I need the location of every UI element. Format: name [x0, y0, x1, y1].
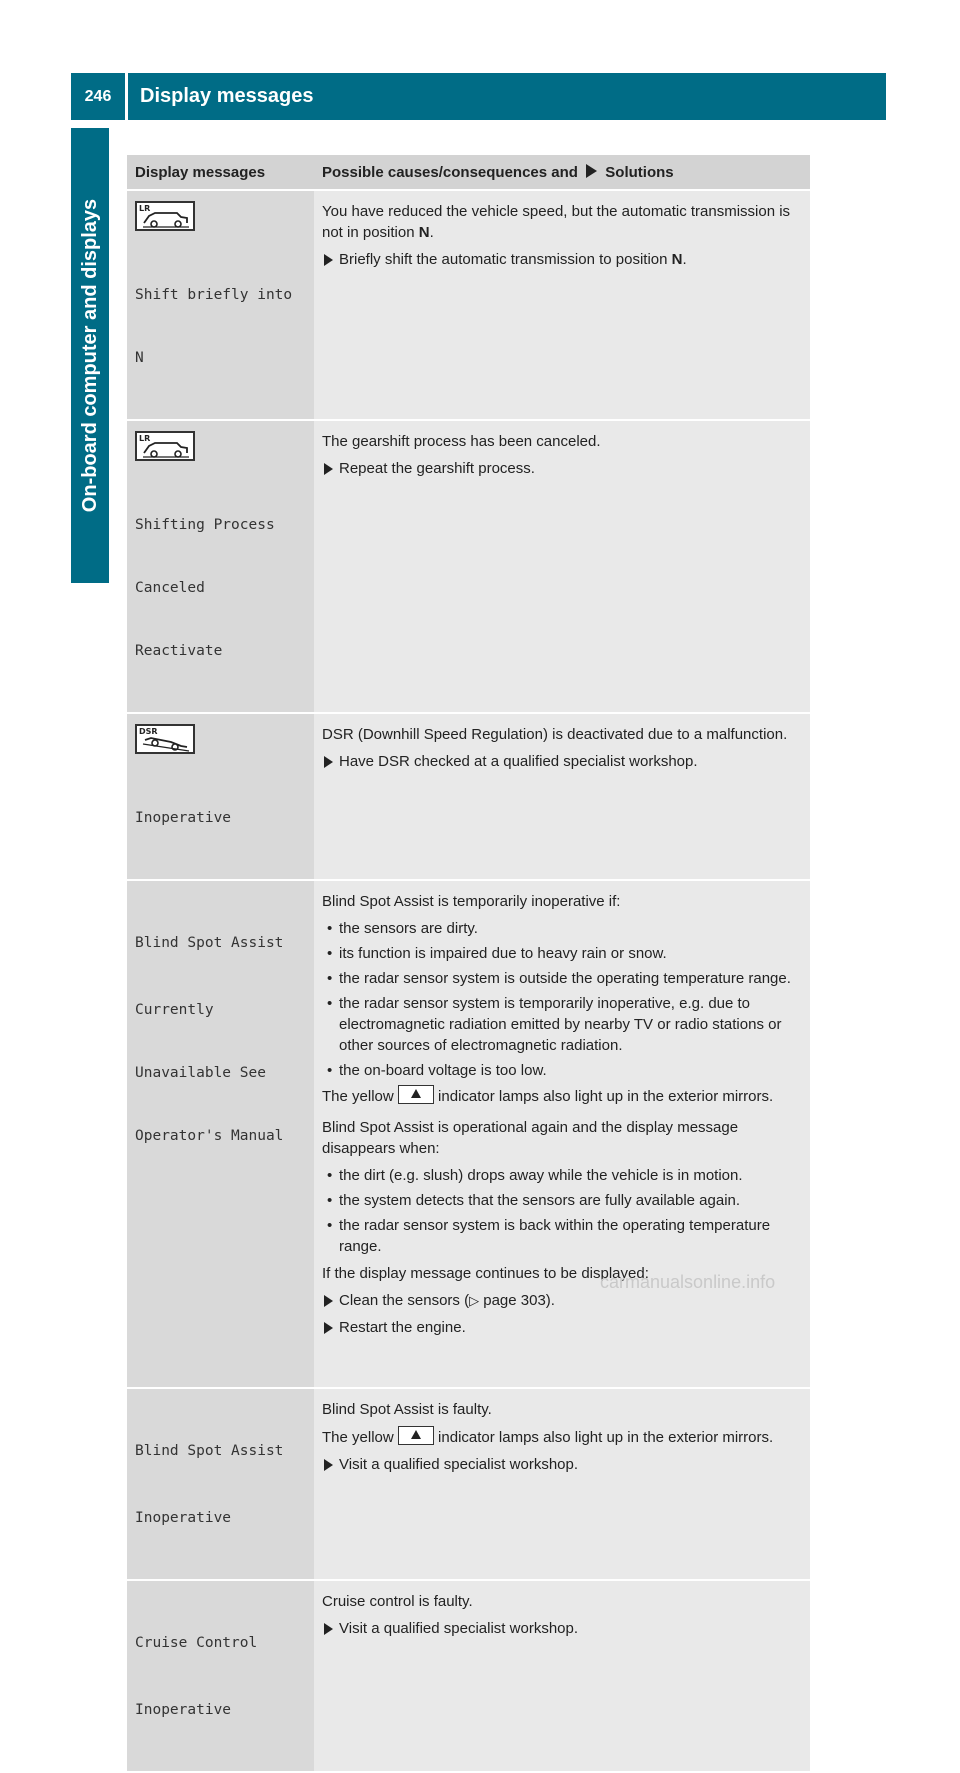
table-row — [127, 1580, 810, 1772]
message-cell — [127, 420, 314, 713]
side-tab-label: On-board computer and displays — [78, 198, 101, 513]
cause-bullet: • its function is impaired due to heavy rain or snow. — [322, 943, 802, 964]
lamp-text-post: indicator lamps also light up in the exterior mirrors. — [438, 1088, 774, 1105]
cause-bullet: • the sensors are dirty. — [322, 918, 802, 939]
message-cell — [127, 1580, 314, 1772]
header-solutions-label: Solutions — [605, 163, 674, 181]
header-causes-solutions — [314, 155, 810, 190]
lamp-text — [322, 1426, 802, 1448]
icon-badge: LR — [139, 434, 151, 443]
cause-bullet: • the system detects that the sensors are fully available again. — [322, 1190, 802, 1211]
dsr-icon — [135, 724, 195, 754]
table-row — [127, 190, 810, 420]
page-number: 246 — [71, 73, 125, 120]
lamp-text-pre: The yellow — [322, 1429, 394, 1446]
message-cell — [127, 1388, 314, 1580]
solution-step — [322, 249, 802, 270]
display-messages-table — [127, 155, 810, 1773]
table-row — [127, 1388, 810, 1580]
solution-cell — [314, 420, 810, 713]
message-line: Inoperative — [135, 1702, 232, 1718]
arrow-right-icon — [586, 164, 597, 178]
message-line: Inoperative — [135, 810, 232, 826]
message-line: Blind Spot Assist — [135, 1443, 284, 1459]
table-row — [127, 420, 810, 713]
cause-text-pre: You have reduced the vehicle speed, but the automatic transmission is not in position — [322, 203, 791, 241]
lamp-text-post: indicator lamps also light up in the exterior mirrors. — [438, 1429, 774, 1446]
message-line: Currently — [135, 1002, 214, 1018]
step-text: Clean the sensors ( — [339, 1292, 470, 1309]
solution-step: Visit a qualified specialist workshop. — [322, 1618, 802, 1639]
transmission-lr-icon — [135, 431, 195, 461]
message-line: Shift briefly into — [135, 287, 293, 303]
message-cell — [127, 713, 314, 880]
cause-text: Blind Spot Assist is faulty. — [322, 1401, 492, 1418]
table-row — [127, 880, 810, 1388]
cause-text: Cruise control is faulty. — [322, 1593, 473, 1610]
icon-badge: LR — [139, 204, 151, 213]
solution-cell — [314, 713, 810, 880]
lamp-text — [322, 1085, 802, 1107]
step-text-post: . — [682, 251, 687, 268]
message-line: Shifting Process — [135, 517, 275, 533]
cause-text-post: . — [429, 224, 434, 241]
cause-text — [322, 201, 802, 243]
table-row — [127, 713, 810, 880]
transmission-lr-icon — [135, 201, 195, 231]
icon-badge: DSR — [139, 727, 158, 736]
cause-bullet: • the on-board voltage is too low. — [322, 1060, 802, 1081]
message-line: Canceled — [135, 580, 205, 596]
message-line: Cruise Control — [135, 1635, 258, 1651]
cause-text: The gearshift process has been canceled. — [322, 433, 601, 450]
cause-bullet: • the radar sensor system is outside the operating temperature range. — [322, 968, 802, 989]
solution-step: Visit a qualified specialist workshop. — [322, 1454, 802, 1475]
cause-text: If the display message continues to be displayed: — [322, 1265, 649, 1282]
watermark: carmanualsonline.info — [600, 1272, 776, 1292]
cause-text: Blind Spot Assist is operational again and the display message disappears when: — [322, 1119, 739, 1157]
lamp-text-pre: The yellow — [322, 1088, 394, 1105]
solution-cell — [314, 1580, 810, 1772]
solution-cell — [314, 1388, 810, 1580]
message-text — [135, 891, 306, 1189]
warning-triangle-icon — [398, 1426, 434, 1445]
table-header-row — [127, 155, 810, 190]
message-text — [135, 473, 306, 704]
solution-step: Have DSR checked at a qualified specialist workshop. — [322, 751, 802, 772]
message-text — [135, 1591, 306, 1763]
message-text — [135, 1399, 306, 1571]
solution-cell — [314, 880, 810, 1388]
message-line: Operator's Manual — [135, 1128, 284, 1144]
cause-bullet: • the radar sensor system is back within the operating temperature range. — [322, 1215, 802, 1257]
cause-text-bold: N — [418, 224, 430, 241]
cause-text: DSR (Downhill Speed Regulation) is deactivated due to a malfunction. — [322, 726, 788, 743]
page-reference-icon: ▷ — [469, 1293, 480, 1308]
message-line: Inoperative — [135, 1510, 232, 1526]
solution-step: Repeat the gearshift process. — [322, 458, 802, 479]
message-line: N — [135, 350, 144, 366]
solution-step: Restart the engine. — [322, 1317, 802, 1338]
message-line: Unavailable See — [135, 1065, 266, 1081]
message-cell — [127, 190, 314, 420]
message-cell — [127, 880, 314, 1388]
step-text-bold: N — [671, 251, 683, 268]
message-line: Blind Spot Assist — [135, 935, 284, 951]
message-text — [135, 243, 306, 411]
solution-cell — [314, 190, 810, 420]
cause-bullet: • the radar sensor system is temporarily inoperative, e.g. due to electromagnetic radiation emitted by nearby TV or radio stations or other sources of electromagnetic radiation. — [322, 993, 802, 1056]
header-display-messages: Display messages — [127, 155, 314, 190]
side-tab — [71, 128, 109, 583]
header-causes-label: Possible causes/consequences and — [322, 163, 578, 181]
step-text-post: page 303). — [479, 1292, 555, 1309]
message-line: Reactivate — [135, 643, 223, 659]
message-text — [135, 766, 306, 871]
warning-triangle-icon — [398, 1085, 434, 1104]
step-text: Briefly shift the automatic transmission to position — [339, 251, 672, 268]
cause-text: Blind Spot Assist is temporarily inoperative if: — [322, 893, 621, 910]
solution-step — [322, 1290, 802, 1311]
cause-bullet: • the dirt (e.g. slush) drops away while the vehicle is in motion. — [322, 1165, 802, 1186]
page-title: Display messages — [128, 73, 886, 120]
